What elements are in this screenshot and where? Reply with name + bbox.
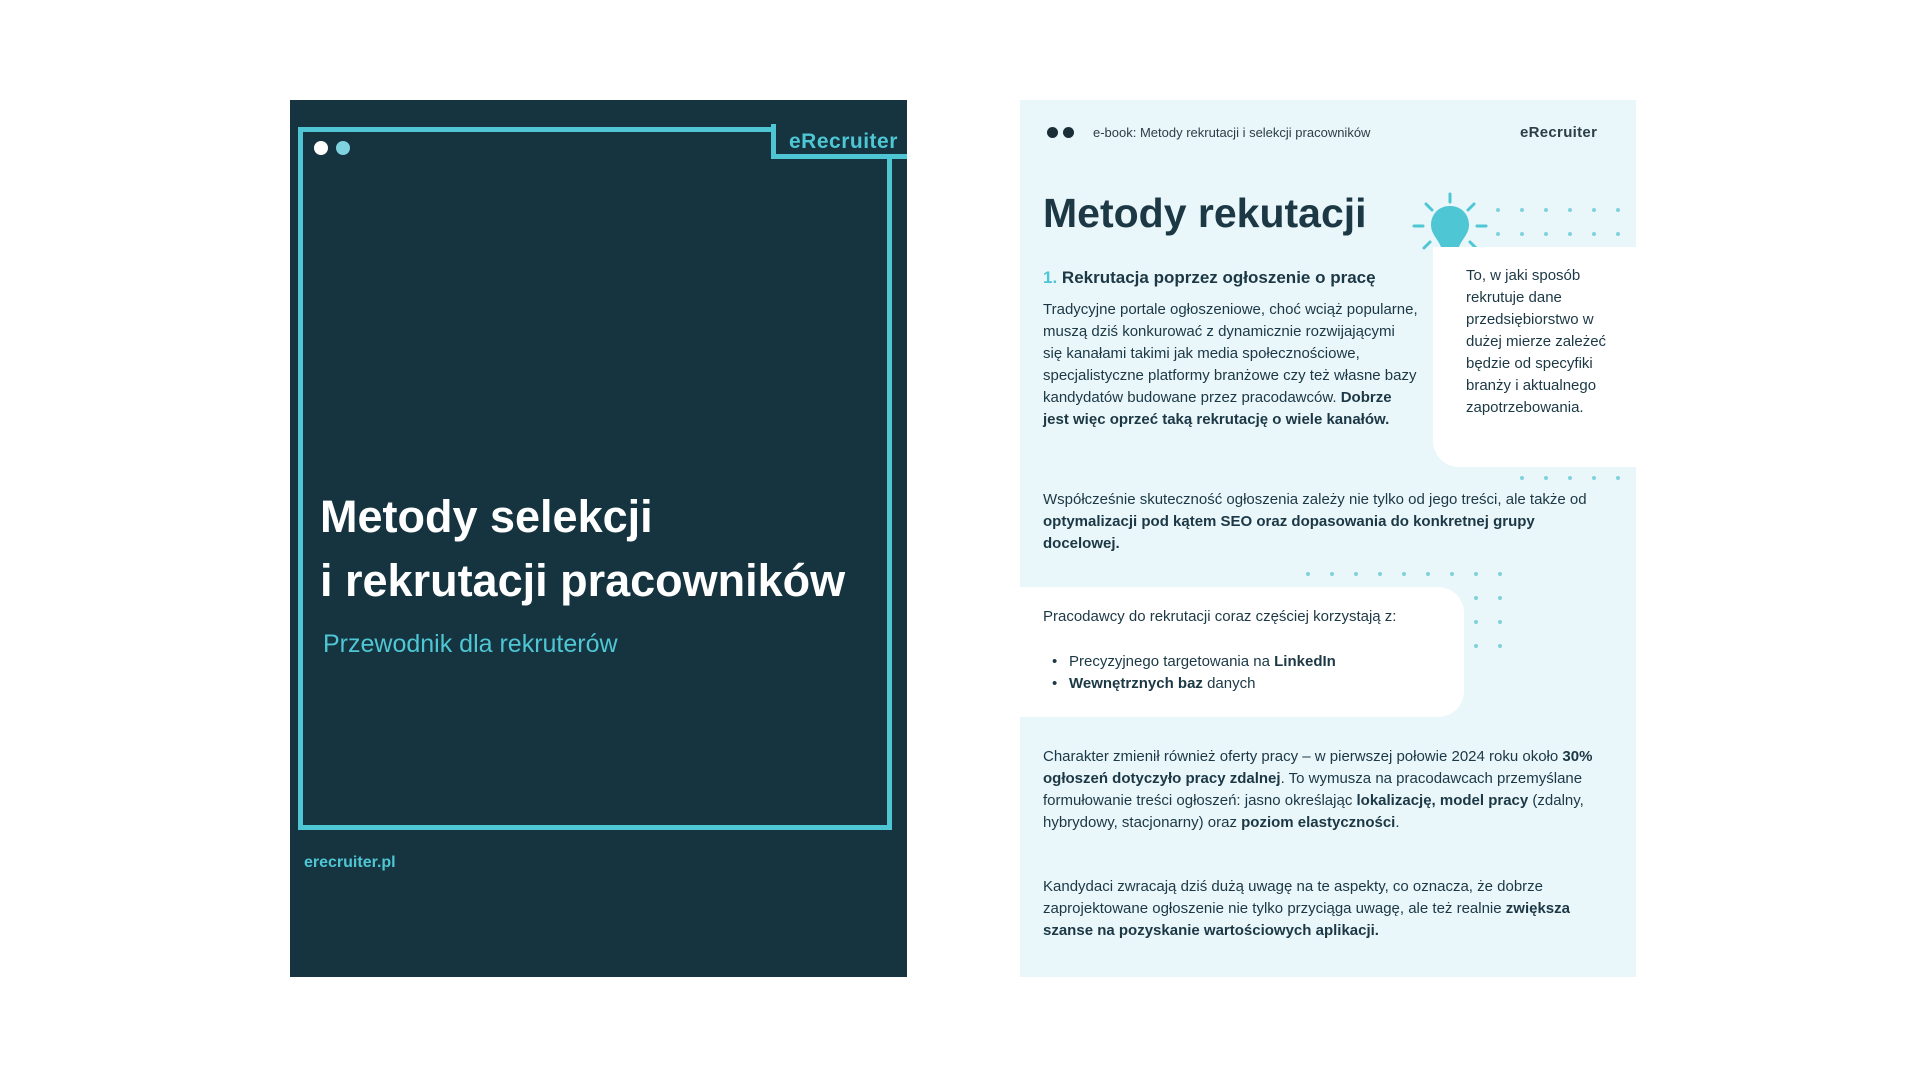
cover-dot-teal	[336, 141, 350, 155]
page-header-title: e-book: Metody rekrutacji i selekcji pracowników	[1093, 125, 1371, 140]
paragraph-3-bold: lokalizację, model pracy	[1356, 792, 1529, 809]
page-title: Metody rekutacji	[1043, 190, 1367, 236]
list-item	[1043, 651, 1336, 673]
paragraph-3-text: . To wymusza na pracodawcach przemyślane formułowanie treści ogłoszeń: jasno określając	[1043, 770, 1583, 809]
section-heading	[1043, 268, 1376, 288]
list-item-text: Precyzyjnego targetowania na	[1069, 653, 1270, 670]
paragraph-2	[1043, 489, 1608, 555]
list-item-bold: Wewnętrznych baz	[1069, 675, 1203, 692]
header-dot	[1047, 127, 1058, 138]
cover-title-line2: i rekrutacji pracowników	[320, 555, 846, 606]
side-note-text: To, w jaki sposób rekrutuje dane przedsiębiorstwo w dużej mierze zależeć będzie od specyfiki branży i aktualnego zapotrzebowania.	[1466, 267, 1607, 416]
paragraph-3-bold: 30% ogłoszeń dotyczyło pracy zdalnej	[1043, 748, 1593, 787]
cover-title	[320, 485, 880, 613]
paragraph-1	[1043, 299, 1418, 431]
list-item	[1043, 673, 1336, 695]
paragraph-1-text: Tradycyjne portale ogłoszeniowe, choć wciąż popularne, muszą dziś konkurować z dynamicznie rozwijającymi się kanałami takimi jak media społecznościowe, specjalistyczne platformy branżowe czy też własne bazy kandydatów budowane przez pracodawców.	[1043, 301, 1418, 406]
paragraph-2-bold: optymalizacji pod kątem SEO oraz dopasowania do konkretnej grupy docelowej.	[1043, 513, 1535, 552]
cover-title-line1: Metody selekcji	[320, 491, 653, 542]
list-item-bold: LinkedIn	[1274, 653, 1336, 670]
paragraph-3-text: .	[1395, 814, 1400, 831]
paragraph-4-bold: zwiększa szanse na pozyskanie wartościowych aplikacji.	[1043, 900, 1570, 939]
page-header-logo: eRecruiter	[1520, 124, 1598, 141]
paragraph-3	[1043, 746, 1613, 834]
channel-list	[1043, 651, 1336, 695]
list-item-text: danych	[1207, 675, 1256, 692]
paragraph-1-bold: Dobrze jest więc oprzeć taką rekrutację o wiele kanałów.	[1043, 389, 1392, 428]
cover-frame	[298, 127, 892, 830]
cover-subtitle: Przewodnik dla rekruterów	[323, 630, 618, 658]
section-number: 1.	[1043, 268, 1058, 287]
cover-dot-white	[314, 141, 328, 155]
list-intro: Pracodawcy do rekrutacji coraz częściej korzystają z:	[1043, 608, 1397, 625]
header-dot	[1063, 127, 1074, 138]
paragraph-3-text: (zdalny, hybrydowy, stacjonarny) oraz	[1043, 792, 1584, 831]
cover-logo: eRecruiter	[789, 130, 898, 153]
cover-url: erecruiter.pl	[304, 854, 396, 871]
ebook-page	[1020, 100, 1636, 977]
paragraph-3-text: Charakter zmienił również oferty pracy – w pierwszej połowie 2024 roku około	[1043, 748, 1559, 765]
paragraph-3-bold: poziom elastyczności	[1241, 814, 1396, 831]
section-title: Rekrutacja poprzez ogłoszenie o pracę	[1061, 268, 1376, 287]
paragraph-4	[1043, 876, 1603, 942]
paragraph-2-text: Współcześnie skuteczność ogłoszenia zależy nie tylko od jego treści, ale także od	[1043, 491, 1587, 508]
paragraph-4-text: Kandydaci zwracają dziś dużą uwagę na te aspekty, co oznacza, że dobrze zaprojektowane ogłoszenie nie tylko przyciąga uwagę, ale też realnie	[1043, 878, 1544, 917]
ebook-cover	[290, 100, 907, 977]
